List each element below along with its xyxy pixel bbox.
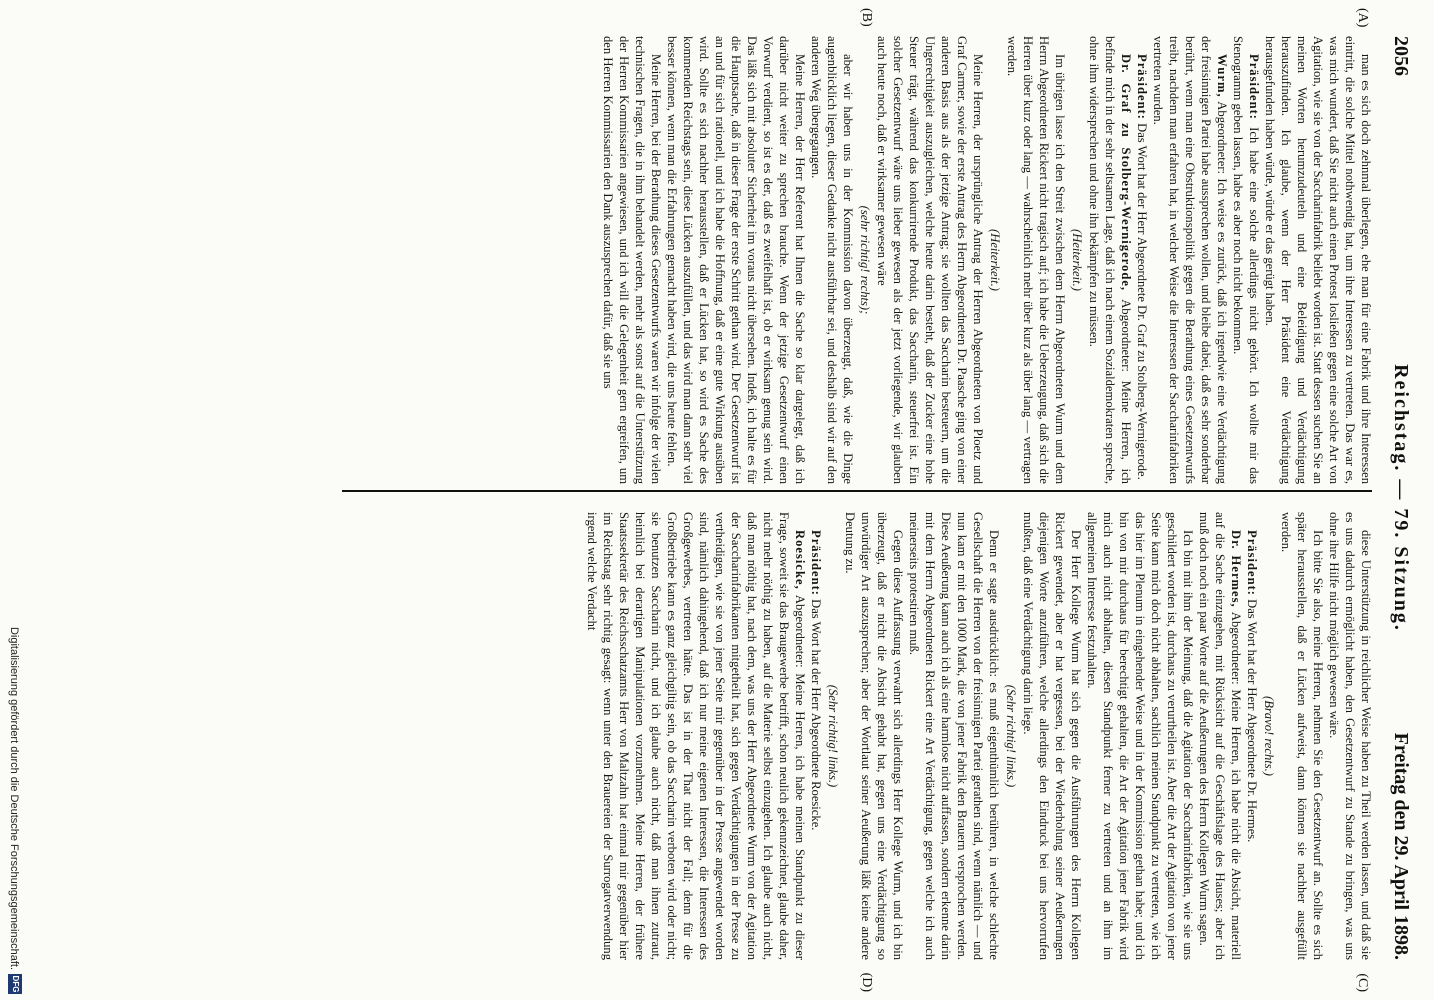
paragraph <box>1134 36 1150 484</box>
speech-text: Das Wort hat der Herr Abgeordnete Dr. Hermes. <box>1245 599 1259 843</box>
paragraph: Ich bitte Sie also, meine Herren, nehmen Sie den Gesetzentwurf an. Sollte es sich später herausstellen, daß er Lücken aufweist, dann können sie nachher ausgefüllt werden. <box>1279 512 1325 960</box>
paragraph <box>584 512 808 960</box>
reaction: (sehr richtig! rechts); <box>858 205 872 315</box>
speaker-name: Dr. Hermes, <box>1229 530 1243 608</box>
paragraph: Meine Herren, bei der Berathung dieses Gesetzentwurfs waren wir infolge der vielen technischen Fragen, die in ihm behandelt werden, mehr als sonst auf die Unterstützung der Herren Kommissarien angewiesen, und ich will die Gelegenheit gern ergreifen, um den Herren Kommissarien den Dank auszusprechen dafür, daß sie uns <box>601 36 663 484</box>
margin-marker-d: (D) <box>859 972 874 992</box>
paragraph <box>1230 36 1262 484</box>
speech-text: Das Wort hat der Herr Abgeordnete Roesicke. <box>809 599 823 831</box>
reaction: (Sehr richtig! links.) <box>1004 684 1018 788</box>
speaker-name: Präsident: <box>1135 54 1149 120</box>
speaker-name: Präsident: <box>1247 54 1261 120</box>
page-number: 2056 <box>1390 36 1412 76</box>
speaker-name: Präsident: <box>809 530 823 596</box>
paragraph <box>1086 36 1134 484</box>
column-divider <box>342 490 1372 492</box>
paragraph <box>808 512 824 960</box>
margin-marker-b: (B) <box>859 8 874 27</box>
paragraph: Der Herr Kollege Wurm hat sich gegen die Ausführungen des Herrn Kollegen Rickert gewendet, aber er hat vergessen, bei der Wiederholung seiner Aeußerungen diejenigen Worte anzuführen, welche allerdings den Eindruck bei uns hervorrufen mußten, daß eine Verdächtigung darin liege. <box>1021 512 1083 960</box>
paragraph: man es sich doch zehnmal überlegen, ehe man für eine Fabrik und ihre Interessen eintritt, die solche Mittel nothwendig hat, um ihre Interessen zu vertreten. Das war es, was mich wundert, daß Sie nicht auch einen Protest losließen gegen eine solche Art von Agitation, wie sie von der Saccharinfabrik beliebt worden ist. Statt dessen suchen Sie an meinen Worten herumzudeuteln und eine Beleidigung und Verdächtigung herauszufinden. Ich glaube, wenn der Herr Präsident eine Verdächtigung herausgefunden haben würde, würde er das gerügt haben. <box>1263 36 1373 484</box>
paragraph: Meine Herren, der Herr Referent hat Ihnen die Sache so klar dargelegt, daß ich darüber nicht weiter zu sprechen brauche. Wenn der jetzige Gesetzentwurf einen Vorwurf verdient, so ist es der, daß es zweifelhaft ist, ob er wirksam genug sein wird. Das läßt sich mit absoluter Sicherheit im voraus nicht übersehen. Indeß, ich halte es für die Hauptsache, daß in dieser Frage der erste Schritt gethan wird. Der Gesetzentwurf ist an und für sich rationell, und ich habe die Hoffnung, daß er eine gute Wirkung ausüben wird. Sollte es sich nachher herausstellen, daß er Lücken hat, so wird es Sache des kommenden Reichstags sein, diese Lücken auszufüllen, und das wird man dann sehr viel besser können, wenn man die Erfahrungen gemacht haben wird, die uns heute fehlen. <box>665 36 807 484</box>
session-date: Freitag den 29. April 1898. <box>1390 732 1412 960</box>
speech-text: Abgeordneter: Meine Herren, ich habe meinen Standpunkt zu dieser Frage, soweit sie das Braugewerbe betrifft, schon neulich gekennzeichnet, glaube daher, nicht mehr nöthig zu haben, auf die Materie selbst einzugehen. Ich glaube auch nicht, daß man nöthig hat, nach dem, was uns der Herr Abgeordnete Wurm von der Agitation der Saccharinfabrikanten mitgetheilt hat, sich gegen Verdächtigungen in der Presse zu vertheidigen, wie sie von jener Seite mir gegenüber in der Presse angewendet worden sind, nämlich dahingehend, daß ich nur meine eigenen Interessen, die Interessen des Großgewerbes, vertreten hätte. Das ist in der That nicht der Fall; denn für die Großbetriebe kann es ganz gleichgiltig sein, ob das Saccharin verboten wird oder nicht; sie benutzen Saccharin nicht, und ich glaube auch nicht, daß man ihnen zutraut, heimlich bei derartigen Manipulationen vorzunehmen. Meine Herren, der frühere Staatssekretär des Reichsschatzamts Herr von Maltzahn hat einmal mir gegenüber hier im Reichstag sehr richtig gesagt: wenn unter den Brauereien der Surrogatverwendung irgend welche Verdacht <box>585 512 807 960</box>
paragraph: aber wir haben uns in der Kommission davon überzeugt, daß, wie die Dinge augenblicklich liegen, dieser Gedanke nicht ausführbar sei, und deshalb sind wir auf den anderen Weg übergegangen. <box>809 36 855 484</box>
speaker-name: Dr. Graf zu Stolberg-Wernigerode, <box>1119 54 1133 292</box>
margin-marker-c: (C) <box>1355 973 1370 992</box>
speaker-name: Wurm, <box>1215 54 1229 98</box>
paragraph <box>1150 36 1230 484</box>
speech-text: Abgeordneter: Ich weise es zurück, daß ich irgendwie eine Verdächtigung der freisinnigen Partei habe aussprechen wollen, und bleibe dabei, daß es sehr sonderbar berührt, wenn man eine Obstruktionspolitik gegen die Berathung eines Gesetzentwurfs treibt, nachdem man erfahren hat, in welcher Weise die Interessen der Saccharinfabriken vertreten wurden. <box>1151 36 1229 484</box>
session-title: Reichstag. — 79. Sitzung. <box>1390 364 1412 632</box>
page-header <box>1382 36 1412 960</box>
margin-marker-a: (A) <box>1355 8 1370 28</box>
digitization-credit <box>6 0 32 1000</box>
paragraph <box>1244 512 1260 960</box>
paragraph <box>1196 512 1244 960</box>
reaction: (Heiterkeit.) <box>988 229 1002 291</box>
reaction: (Heiterkeit.) <box>1070 229 1084 291</box>
right-column <box>334 512 1374 960</box>
dfg-logo: DFG <box>8 974 22 994</box>
speech-text: Das Wort hat der Herr Abgeordnete Dr. Graf zu Stolberg-Wernigerode. <box>1135 123 1149 480</box>
speaker-name: Präsident: <box>1245 530 1259 596</box>
paragraph: Gegen diese Auffassung verwahrt sich allerdings Herr Kollege Wurm, und ich bin überzeugt, daß er nicht die Absicht gehabt hat, gegen uns eine Verdächtigung so unwürdiger Art auszusprechen; aber der Wortlaut seiner Aeußerung läßt keine andere Deutung zu. <box>843 512 905 960</box>
paragraph: diese Unterstützung in reichlicher Weise haben zu Theil werden lassen, und daß sie es uns dadurch ermöglicht haben, den Gesetzentwurf zu Stande zu bringen, was uns ohne ihre Hilfe nicht möglich gewesen wäre. <box>1327 512 1373 960</box>
paragraph: Im übrigen lasse ich den Streit zwischen dem Herrn Abgeordneten Wurm und dem Herrn Abgeordneten Rickert nicht tragisch auf; ich habe die Ueberzeugung, daß sich die Herren über kurz oder lang — wahrscheinlich mehr über kurz als über lang — vertragen werden. <box>1005 36 1067 484</box>
paragraph: Meine Herren, der ursprüngliche Antrag der Herren Abgeordneten von Ploetz und Graf Carmer, sowie der erste Antrag des Herrn Abgeordneten Dr. Paasche ging von einer anderen Basis aus als der jetzige Antrag; sie wollten das Saccharin besteuern, um die Ungerechtigkeit auszugleichen, welche heute darin besteht, daß der Zucker eine hohe Steuer trägt, während das konkurrirende Produkt, das Saccharin, steuerfrei ist. Ein solcher Gesetzentwurf wäre uns lieber gewesen als der jetzt vorliegende, wir glauben auch heute noch, daß er wirksamer gewesen wäre <box>875 36 985 484</box>
speech-text: Abgeordneter: Meine Herren, ich befinde mich in der sehr seltsamen Lage, daß ich nach einem Sozialdemokraten spreche, ohne ihm widersprechen und ohne ihn bekämpfen zu müssen. <box>1087 36 1133 484</box>
reaction: (Sehr richtig! links.) <box>826 684 840 788</box>
paragraph: Denn er sagte ausdrücklich: es muß eigenthümlich berühren, in welche schlechte Gesellschaft die Herren von der freisinnigen Partei gerathen sind, wenn nämlich — und nun kam er mit den 1000 Mark, die von jener Fabrik den Brauern versprochen werden. Diese Aeußerung kann auch ich als eine harmlose nicht auffassen, sondern erkenne darin mit dem Herrn Abgeordneten Rickert eine Art Verdächtigung, gegen welche ich auch meinerseits protestiren muß. <box>907 512 1001 960</box>
speech-text: Ich habe eine solche allerdings nicht gehört. Ich wollte mir das Stenogramm geben lassen, habe es aber noch nicht bekommen. <box>1231 36 1261 484</box>
left-column <box>334 36 1374 484</box>
speaker-name: Roesicke, <box>793 530 807 590</box>
speech-text: Abgeordneter: Meine Herren, ich habe nicht die Absicht, materiell auf die Sache einzugehen, mit Rücksicht auf die Geschäftslage des Hauses; aber ich muß doch noch ein paar Worte auf die Aeußerungen des Herrn Kollegen Wurm sagen. <box>1197 512 1243 960</box>
reaction: (Bravo! rechts.) <box>1262 696 1276 776</box>
credit-text: Digitalisierung gefördert durch die Deutsche Forschungsgemeinschaft. <box>8 626 20 970</box>
paragraph: Ich bin mit ihm der Meinung, daß die Agitation der Saccharinfabriken, wie sie uns geschildert worden ist, durchaus zu verurtheilen ist. Aber die Art der Agitation von jener Seite kann mich doch nicht abhalten, sachlich meinen Standpunkt zu vertreten, wie ich das hier im Plenum in eingehender Weise und in der Kommission gethan habe; und ich bin von mir durchaus für berechtigt gehalten, die Art der Agitation jener Fabrik wird mich auch nicht abhalten, diesen Standpunkt ferner zu vertreten und an ihm im allgemeinen Interesse festzuhalten. <box>1085 512 1195 960</box>
